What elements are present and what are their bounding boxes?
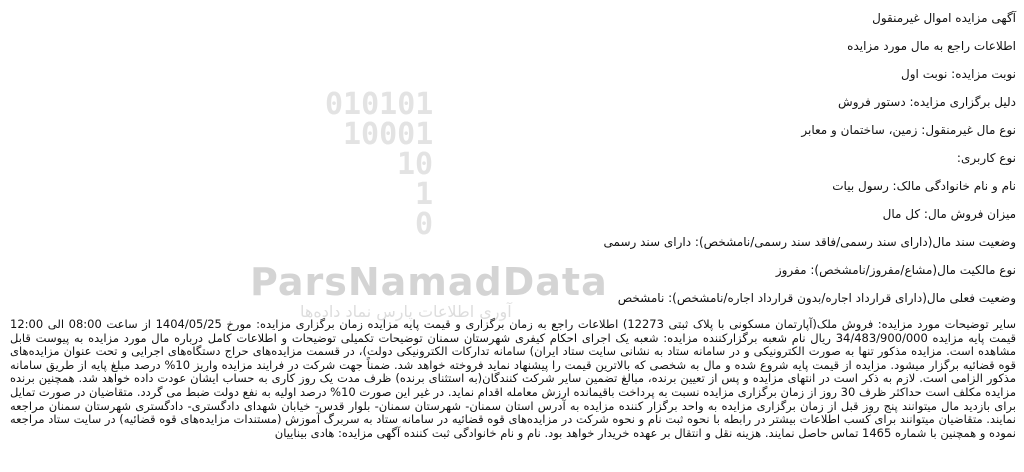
field-deed-status: وضعیت سند مال(دارای سند رسمی/فاقد سند رسمی/نامشخص): دارای سند رسمی	[603, 235, 1016, 249]
field-auction-round: نوبت مزایده: نوبت اول	[901, 67, 1016, 81]
field-auction-reason: دلیل برگزاری مزایده: دستور فروش	[838, 95, 1016, 109]
field-sale-portion: میزان فروش مال: کل مال	[882, 207, 1016, 221]
notice-subtitle: اطلاعات راجع به مال مورد مزایده	[847, 39, 1016, 53]
field-current-status: وضعیت فعلی مال(دارای قرارداد اجاره/بدون قرارداد اجاره/نامشخص): نامشخص	[617, 291, 1016, 305]
field-owner-name: نام و نام خانوادگی مالک: رسول بیات	[832, 179, 1016, 193]
field-property-type: نوع مال غیرمنقول: زمین، ساختمان و معابر	[801, 123, 1016, 137]
notice-description: سایر توضیحات مورد مزایده: فروش ملک(آپارتمان مسکونی با پلاک ثبتی 12273) اطلاعات راجع به زمان برگزاری و قیمت پایه مزایده زمان برگزاری مزایده: مورخ 1404/05/25 از ساعت 08:00 الی 12:00 قیمت پایه مزایده 34/483/900/000 ریال نام شعبه برگزارکننده مزایده: شعبه یک اجرای احکام کیفری شهرستان سمنان توضیحات تکمیلی توضیحات و اطلاعات کامل درباره مال مورد مزایده به پیوست قابل مشاهده است. مزایده مذکور تنها به صورت الکترونیکی و در سامانه ستاد به نشانی سایت ستاد ایران) سامانه تدارکات الکترونیکی دولت)، در قسمت مزایده‌های حراج دستگاه‌های اجرایی و تحت عنوان مزایده‌های قوه قضائیه برگزار میشود. مزایده از قیمت پایه شروع شده و مال به شخصی که بالاترین قیمت را پیشنهاد نماید فروخته خواهد شد. ضمناً جهت شرکت در فرایند مزایده واریز 10% درصد مبلغ پایه از طریق سامانه مذکور الزامی است. لازم به ذکر است در انتهای مزایده و پس از تعیین برنده، مبالغ تضمین سایر شرکت کنندگان(به استثنای برنده) ظرف مدت یک روز کاری به حساب ایشان عودت داده خواهد شد. همچنین برنده مزایده مکلف است حداکثر ظرف 30 روز از زمان برگزاری مزایده نسبت به پرداخت باقیمانده ارزش معامله اقدام نماید. در غیر این صورت 10% درصد اولیه به نفع دولت ضبط می گردد. متقاضیان در صورت تمایل برای بازدید مال میتوانند پنج روز قبل از زمان برگزاری مزایده به واحد برگزار کننده مزایده به آدرس استان سمنان- شهرستان سمنان- بلوار قدس- خیابان شهدای دادگستری- دادگستری شهرستان سمنان مراجعه نمایند. متقاضیان میتوانند برای کسب اطلاعات بیشتر در رابطه با نحوه ثبت نام و نحوه شرکت در مزایده‌های قوه قضائیه در سامانه ستاد به سربرگ آموزش (مستندات مزایده‌های قوه قضائیه) در سایت ستاد مراجعه نموده و همچنین با شماره 1465 تماس حاصل نمایند. هزینه نقل و انتقال بر عهده خریدار خواهد بود. نام و نام خانوادگی ثبت کننده آگهی مزایده: هادی بیناییان	[10, 317, 1016, 440]
watermark-binary-line: 0	[415, 207, 434, 242]
watermark-binary-line: 10	[397, 147, 434, 182]
field-usage-type: نوع کاربری:	[956, 151, 1016, 165]
watermark-brand: ParsNamadData	[250, 260, 608, 304]
field-ownership-type: نوع مالکیت مال(مشاع/مفروز/نامشخص): مفروز	[775, 263, 1016, 277]
watermark-binary-line: 10001	[343, 117, 434, 152]
watermark-binary-line: 010101	[325, 87, 434, 122]
watermark-binary-line: 1	[415, 177, 434, 212]
notice-title: آگهی مزایده اموال غیرمنقول	[872, 11, 1016, 25]
watermark-subline: آوری اطلاعات پارس نماد داده‌ها	[300, 302, 512, 321]
